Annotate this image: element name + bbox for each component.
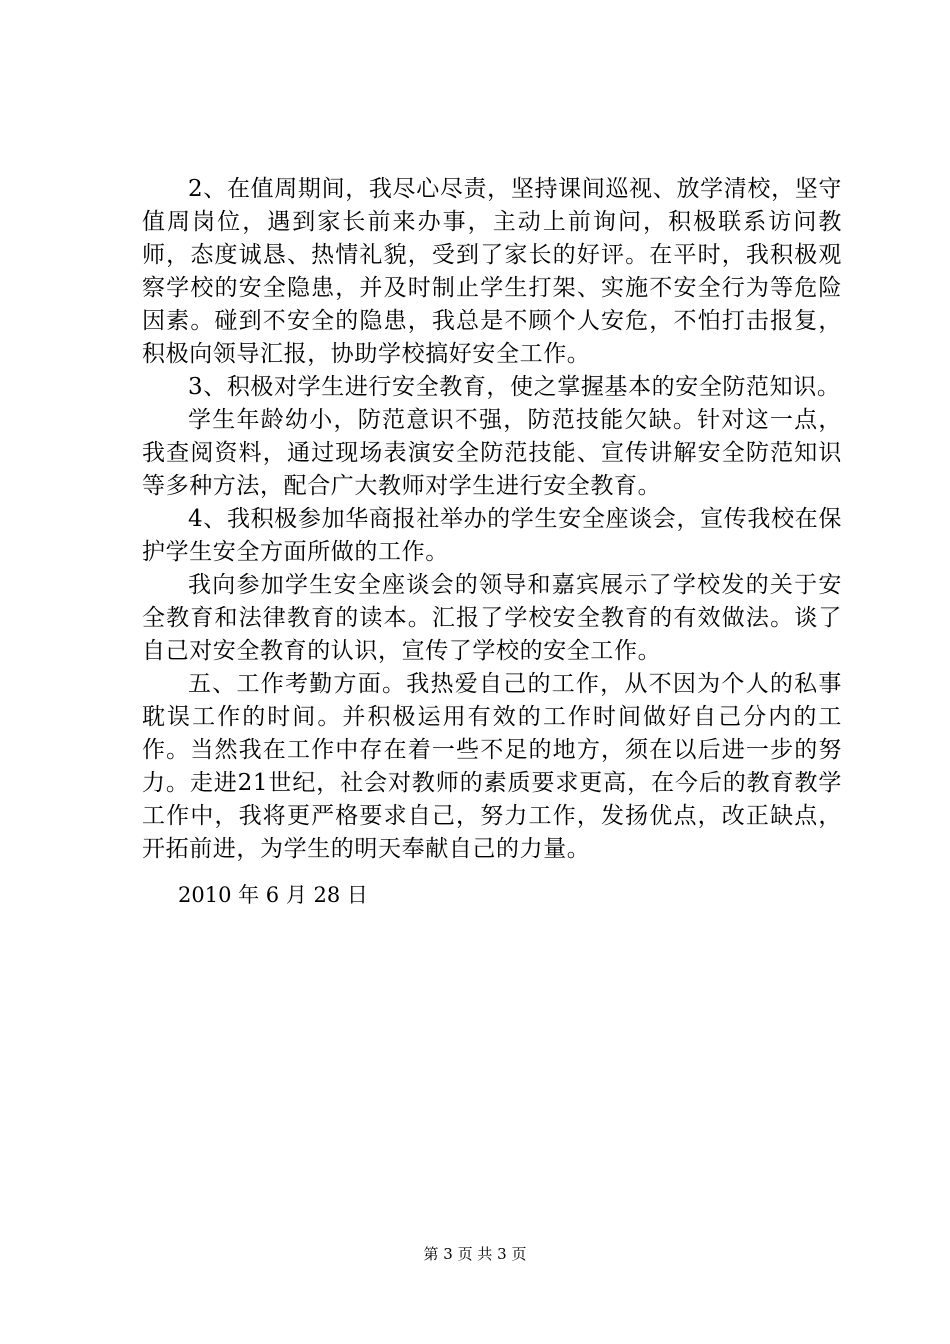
- document-date: 2010 年 6 月 28 日: [178, 883, 368, 907]
- paragraph-safety-education-heading: 3、积极对学生进行安全教育，使之掌握基本的安全防范知识。: [188, 374, 841, 400]
- body-text: [142, 173, 842, 866]
- page-footer: 第 3 页 共 3 页: [423, 1245, 527, 1263]
- paragraph-duty-week: 2、在值周期间，我尽心尽责，坚持课间巡视、放学清校，坚守值周岗位，遇到家长前来办事，主动上前询问，积极联系访问教师，态度诚恳、热情礼貌，受到了家长的好评。在平时，我积极观察学校的安全隐患，并及时制止学生打架、实施不安全行为等危险因素。碰到不安全的隐患，我总是不顾个人安危，不怕打击报复，积极向领导汇报，协助学校搞好安全工作。: [142, 176, 842, 367]
- paragraph-attendance: 五、工作考勤方面。我热爱自己的工作，从不因为个人的私事耽误工作的时间。并积极运用有效的工作时间做好自己分内的工作。当然我在工作中存在着一些不足的地方，须在以后进一步的努力。走进21世纪，社会对教师的素质要求更高，在今后的教育教学工作中，我将更严格要求自己，努力工作，发扬优点，改正缺点，开拓前进，为学生的明天奉献自己的力量。: [142, 671, 842, 862]
- paragraph-seminar-detail: 我向参加学生安全座谈会的领导和嘉宾展示了学校发的关于安全教育和法律教育的读本。汇报了学校安全教育的有效做法。谈了自己对安全教育的认识，宣传了学校的安全工作。: [142, 572, 842, 664]
- paragraph-safety-education-detail: 学生年龄幼小，防范意识不强，防范技能欠缺。针对这一点，我查阅资料，通过现场表演安全防范技能、宣传讲解安全防范知识等多种方法，配合广大教师对学生进行安全教育。: [142, 407, 842, 499]
- paragraph-seminar-heading: 4、我积极参加华商报社举办的学生安全座谈会，宣传我校在保护学生安全方面所做的工作。: [142, 506, 842, 565]
